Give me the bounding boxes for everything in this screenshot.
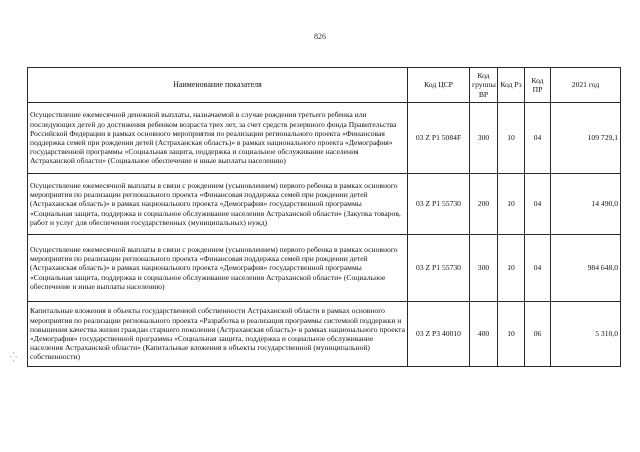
row-rz: 10 (498, 302, 525, 367)
row-vr: 200 (470, 174, 498, 235)
row-rz: 10 (498, 235, 525, 302)
row-name: Осуществление ежемесячной выплаты в связи с рождением (усыновлением) первого ребенка в рамках основного мероприятия по реализации регионального проекта «Финансовая поддержка семей при рождении детей (Астраханская область)» в рамках национального проекта «Демография» государственной программы «Социальная защита, поддержка и социальное обслуживание населения Астраханской области» (Закупка товаров, работ и услуг для обеспечения государственных (муниципальных) нужд) (28, 174, 408, 235)
header-name: Наименование показателя (28, 68, 408, 103)
table-row (28, 235, 621, 302)
page-number: 826 (314, 32, 326, 41)
row-name: Осуществление ежемесячной денежной выплаты, назначаемой в случае рождения третьего ребенка или последующих детей до достижения ребенком возраста трех лет, за счет средств резервного фонда Правительства Российской Федерации в рамках основного мероприятия по реализации регионального проекта «Финансовая поддержка семей при рождении детей (Астраханская область)» в рамках национального проекта «Демография» государственной программы «Социальная защита, поддержка и социальное обслуживание населения Астраханской области» (Социальное обеспечение и иные выплаты населению) (28, 103, 408, 174)
row-vr: 300 (470, 235, 498, 302)
table-row (28, 174, 621, 235)
table-header-row (28, 68, 621, 103)
table-row (28, 302, 621, 367)
row-csr: 03 Z P1 5084F (408, 103, 470, 174)
row-pr: 04 (525, 174, 551, 235)
budget-table (27, 67, 621, 367)
header-vr: Код группы ВР (470, 68, 498, 103)
row-rz: 10 (498, 174, 525, 235)
row-pr: 04 (525, 235, 551, 302)
row-amount: 14 490,0 (551, 174, 621, 235)
header-rz: Код Рз (498, 68, 525, 103)
row-pr: 06 (525, 302, 551, 367)
row-name: Капитальные вложения в объекты государственной собственности Астраханской области в рамках основного мероприятия по реализации регионального проекта «Разработка и реализация программы системной поддержки и повышения качества жизни граждан старшего поколения (Астраханская область)» в рамках национального проекта «Демография» государственной программы «Социальная защита, поддержка и социальное обслуживание населения Астраханской области» (Капитальные вложения в объекты государственной (муниципальной) собственности) (28, 302, 408, 367)
header-pr: Код ПР (525, 68, 551, 103)
table-row (28, 103, 621, 174)
row-pr: 04 (525, 103, 551, 174)
row-vr: 400 (470, 302, 498, 367)
margin-mark-icon: ⁛ (10, 352, 18, 362)
row-amount: 984 648,0 (551, 235, 621, 302)
header-csr: Код ЦСР (408, 68, 470, 103)
row-rz: 10 (498, 103, 525, 174)
row-amount: 109 729,1 (551, 103, 621, 174)
row-name: Осуществление ежемесячной выплаты в связи с рождением (усыновлением) первого ребенка в рамках основного мероприятия по реализации регионального проекта «Финансовая поддержка семей при рождении детей (Астраханская область)» в рамках национального проекта «Демография» государственной программы «Социальная защита, поддержка и социальное обслуживание населения Астраханской области» (Социальное обеспечение и иные выплаты населению) (28, 235, 408, 302)
row-vr: 300 (470, 103, 498, 174)
row-csr: 03 Z P1 55730 (408, 235, 470, 302)
row-amount: 5 310,0 (551, 302, 621, 367)
header-year: 2021 год (551, 68, 621, 103)
row-csr: 03 Z P1 55730 (408, 174, 470, 235)
row-csr: 03 Z P3 40010 (408, 302, 470, 367)
